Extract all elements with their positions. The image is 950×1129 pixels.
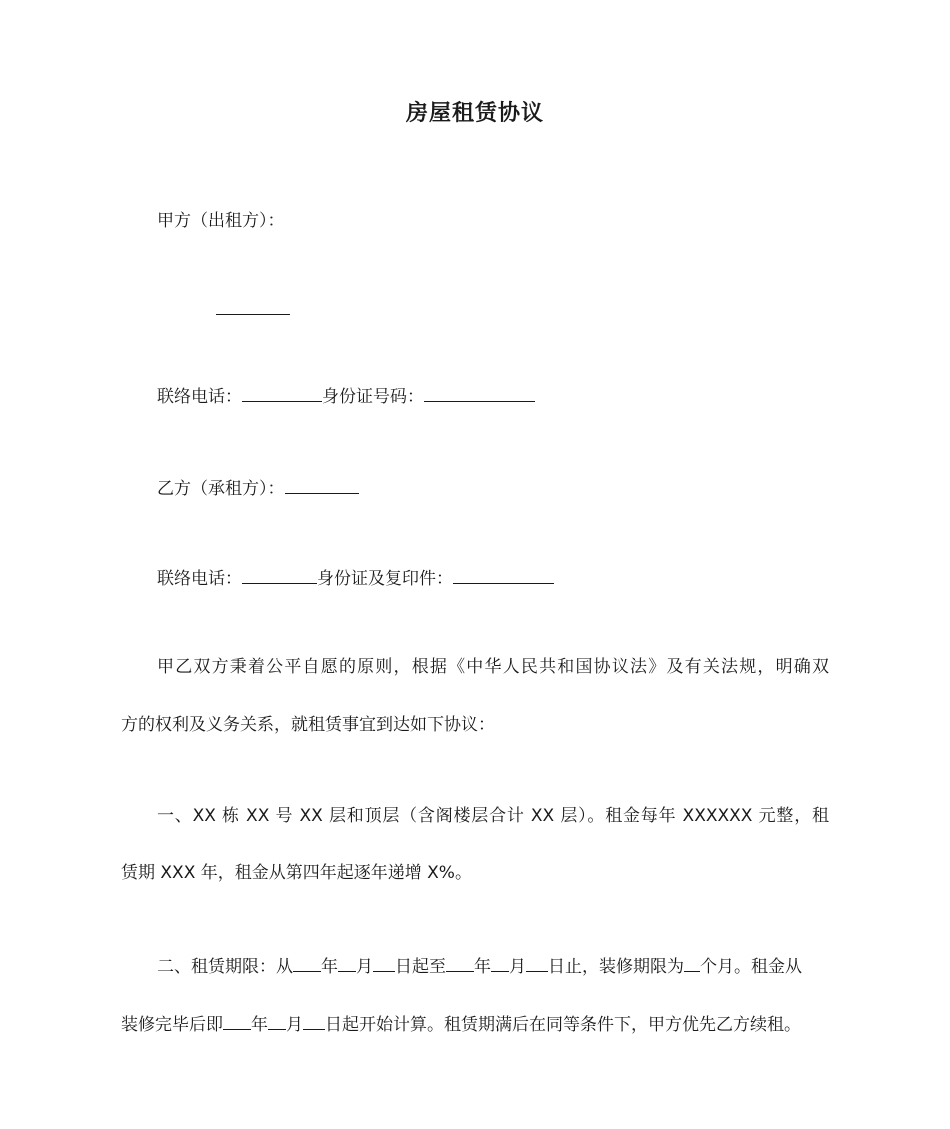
months-count-blank <box>684 953 700 972</box>
clause-2-text: 个月。租金从 <box>700 957 802 977</box>
year-blank <box>293 953 321 972</box>
clause-2-text: 月 <box>509 957 526 977</box>
clause-2-line-1 <box>157 953 802 979</box>
party-b-contact-line <box>157 565 554 591</box>
day-blank <box>303 1011 325 1030</box>
party-b-id-blank <box>453 565 554 584</box>
party-a-id-label: 身份证号码： <box>322 387 424 407</box>
clause-2-text: 二、租赁期限：从 <box>157 957 293 977</box>
clause-2-text: 月 <box>286 1015 303 1035</box>
party-a-contact-line <box>157 383 535 409</box>
clause-1-line-2: 赁期 XXX 年，租金从第四年起逐年递增 X%。 <box>121 863 472 883</box>
clause-2-line-2 <box>121 1011 801 1037</box>
intro-line-1: 甲乙双方秉着公平自愿的原则，根据《中华人民共和国协议法》及有关法规，明确双 <box>157 657 829 677</box>
party-a-phone-label: 联络电话： <box>157 387 242 407</box>
month-blank <box>268 1011 286 1030</box>
clause-1-line-1: 一、XX 栋 XX 号 XX 层和顶层（含阁楼层合计 XX 层）。租金每年 XXXXXX 元整，租 <box>157 806 829 826</box>
clause-2-text: 年 <box>474 957 491 977</box>
clause-2-text: 日止，装修期限为 <box>548 957 684 977</box>
month-blank <box>491 953 509 972</box>
clause-2-text: 年 <box>321 957 338 977</box>
party-b-id-label: 身份证及复印件： <box>317 569 453 589</box>
month-blank <box>338 953 356 972</box>
document-title: 房屋租赁协议 <box>405 101 544 126</box>
clause-2-text: 日起至 <box>395 957 446 977</box>
clause-2-text: 装修完毕后即 <box>121 1015 223 1035</box>
party-b-phone-blank <box>242 565 317 584</box>
party-a-label: 甲方（出租方）： <box>157 211 285 231</box>
party-b-label: 乙方（承租方）： <box>157 479 285 499</box>
party-b-line <box>157 475 359 501</box>
party-a-phone-blank <box>242 383 322 402</box>
clause-2-text: 年 <box>251 1015 268 1035</box>
party-a-name-blank <box>216 296 290 322</box>
clause-2-text: 日起开始计算。租赁期满后在同等条件下，甲方优先乙方续租。 <box>325 1015 801 1035</box>
year-blank <box>223 1011 251 1030</box>
party-a-id-blank <box>424 383 535 402</box>
day-blank <box>526 953 548 972</box>
day-blank <box>373 953 395 972</box>
intro-line-2: 方的权利及义务关系，就租赁事宜到达如下协议： <box>121 715 495 735</box>
party-b-name-blank <box>285 475 359 494</box>
clause-2-text: 月 <box>356 957 373 977</box>
party-b-phone-label: 联络电话： <box>157 569 242 589</box>
year-blank <box>446 953 474 972</box>
